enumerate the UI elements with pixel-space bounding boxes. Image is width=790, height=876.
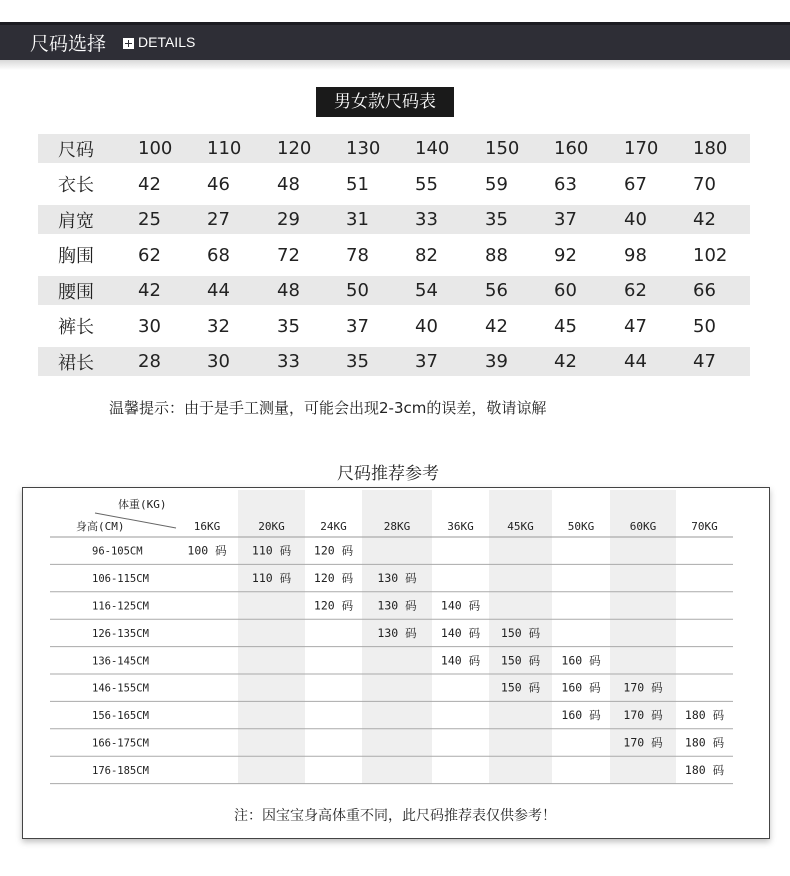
recommend-cell: 180 码 <box>684 762 725 777</box>
recommend-cell: 170 码 <box>623 735 663 750</box>
size-cell: 37 <box>415 351 438 372</box>
size-cell: 47 <box>693 351 716 372</box>
recommend-cell: 170 码 <box>623 680 663 695</box>
size-cell: 30 <box>207 351 230 372</box>
recommend-cell: 150 码 <box>500 680 541 695</box>
column-shade <box>238 490 305 784</box>
size-cell: 120 <box>277 138 312 159</box>
recommend-cell: 130 码 <box>377 598 417 613</box>
size-cell: 32 <box>207 315 230 337</box>
weight-header: 36KG <box>447 520 474 533</box>
size-cell: 29 <box>277 209 300 230</box>
size-cell: 40 <box>624 209 647 230</box>
size-cell: 78 <box>346 244 369 266</box>
weight-header: 70KG <box>691 520 718 533</box>
size-cell: 39 <box>485 351 508 372</box>
size-cell: 160 <box>554 138 589 159</box>
size-cell: 130 <box>346 138 381 159</box>
size-cell: 30 <box>138 315 161 337</box>
size-cell: 35 <box>277 315 300 337</box>
recommend-note: 注：因宝宝身高体重不同，此尺码推荐表仅供参考！ <box>234 808 556 824</box>
size-cell: 70 <box>693 173 716 195</box>
height-label: 116-125CM <box>92 600 149 613</box>
header-title: 尺码选择 <box>30 33 107 55</box>
size-cell: 62 <box>624 280 647 301</box>
height-label: 96-105CM <box>92 545 143 558</box>
recommend-cell: 160 码 <box>561 680 601 695</box>
size-cell: 92 <box>554 244 577 266</box>
size-cell: 67 <box>624 173 647 195</box>
size-cell: 59 <box>485 173 508 195</box>
size-cell: 62 <box>138 244 161 266</box>
size-cell: 54 <box>415 280 438 301</box>
size-cell: 56 <box>485 280 508 301</box>
size-cell: 33 <box>277 351 300 372</box>
size-cell: 25 <box>138 209 161 230</box>
recommend-cell: 140 码 <box>440 653 481 668</box>
size-cell: 47 <box>624 315 647 337</box>
size-row-label: 尺码 <box>58 139 94 161</box>
height-label: 146-155CM <box>92 682 149 695</box>
measurement-tip: 温馨提示：由于是手工测量，可能会出现2-3cm的误差，敬请谅解 <box>109 399 547 417</box>
size-cell: 33 <box>415 209 438 230</box>
size-row-label: 腰围 <box>58 281 94 303</box>
size-cell: 35 <box>346 351 369 372</box>
height-label: 156-165CM <box>92 710 149 723</box>
size-cell: 98 <box>624 244 647 266</box>
size-cell: 42 <box>693 209 716 230</box>
weight-header: 20KG <box>258 520 285 533</box>
corner-height-label: 身高(CM) <box>76 520 125 533</box>
size-cell: 42 <box>485 315 508 337</box>
recommend-cell: 130 码 <box>377 571 417 586</box>
recommend-cell: 120 码 <box>313 598 354 613</box>
size-cell: 180 <box>693 138 728 159</box>
weight-header: 16KG <box>193 520 221 533</box>
size-cell: 44 <box>207 280 230 301</box>
recommend-cell: 120 码 <box>313 571 354 586</box>
size-cell: 72 <box>277 244 300 266</box>
size-cell: 35 <box>485 209 508 230</box>
recommend-cell: 160 码 <box>561 708 601 723</box>
size-cell: 60 <box>554 280 577 301</box>
weight-header: 60KG <box>629 520 657 533</box>
size-chart-title: 男女款尺码表 <box>316 87 454 117</box>
weight-header: 28KG <box>383 520 411 533</box>
size-row-label: 肩宽 <box>58 210 94 232</box>
size-cell: 48 <box>277 280 300 301</box>
size-cell: 68 <box>207 244 230 266</box>
recommend-title: 尺码推荐参考 <box>337 464 439 484</box>
weight-header: 45KG <box>507 520 534 533</box>
size-row-label: 裙长 <box>58 352 94 374</box>
height-label: 126-135CM <box>92 627 149 640</box>
size-cell: 48 <box>277 173 300 195</box>
size-row-label: 胸围 <box>58 246 94 267</box>
size-cell: 170 <box>624 138 659 159</box>
size-cell: 46 <box>207 173 230 195</box>
size-cell: 50 <box>346 280 369 301</box>
size-cell: 100 <box>138 138 173 159</box>
size-cell: 44 <box>624 351 647 372</box>
size-cell: 63 <box>554 173 577 195</box>
recommend-cell: 140 码 <box>440 598 481 613</box>
size-cell: 31 <box>346 209 369 230</box>
size-row-label: 衣长 <box>58 175 94 196</box>
size-cell: 110 <box>207 138 242 159</box>
size-cell: 37 <box>554 209 577 230</box>
height-label: 176-185CM <box>92 764 149 777</box>
size-cell: 28 <box>138 351 161 372</box>
recommend-cell: 140 码 <box>440 625 481 640</box>
details-label: DETAILS <box>138 34 196 50</box>
recommend-cell: 110 码 <box>251 543 292 558</box>
size-cell: 150 <box>485 138 520 159</box>
size-cell: 140 <box>415 138 450 159</box>
size-cell: 40 <box>415 315 438 337</box>
recommend-cell: 150 码 <box>500 653 541 668</box>
size-cell: 27 <box>207 209 230 230</box>
recommend-cell: 120 码 <box>313 543 354 558</box>
recommend-cell: 170 码 <box>623 708 663 723</box>
size-cell: 42 <box>138 173 161 195</box>
size-cell: 45 <box>554 315 577 337</box>
size-cell: 42 <box>138 280 161 301</box>
size-cell: 66 <box>693 280 716 301</box>
size-cell: 55 <box>415 173 438 195</box>
size-cell: 88 <box>485 244 508 266</box>
recommend-cell: 160 码 <box>561 653 601 668</box>
weight-header: 50KG <box>567 520 595 533</box>
size-cell: 82 <box>415 244 438 266</box>
weight-header: 24KG <box>320 520 347 533</box>
recommend-cell: 100 码 <box>187 543 227 558</box>
corner-weight-label: 体重(KG) <box>118 498 167 511</box>
height-label: 136-145CM <box>92 655 149 668</box>
size-cell: 102 <box>693 244 728 266</box>
size-cell: 50 <box>693 315 716 337</box>
recommend-cell: 130 码 <box>377 625 417 640</box>
height-label: 166-175CM <box>92 737 149 750</box>
size-cell: 51 <box>346 173 369 195</box>
size-row-label: 裤长 <box>58 317 94 338</box>
size-cell: 37 <box>346 315 369 337</box>
recommend-cell: 110 码 <box>251 571 292 586</box>
recommend-cell: 150 码 <box>500 625 541 640</box>
height-label: 106-115CM <box>92 573 149 586</box>
recommend-cell: 180 码 <box>684 735 725 750</box>
recommend-cell: 180 码 <box>684 708 725 723</box>
size-cell: 42 <box>554 351 577 372</box>
